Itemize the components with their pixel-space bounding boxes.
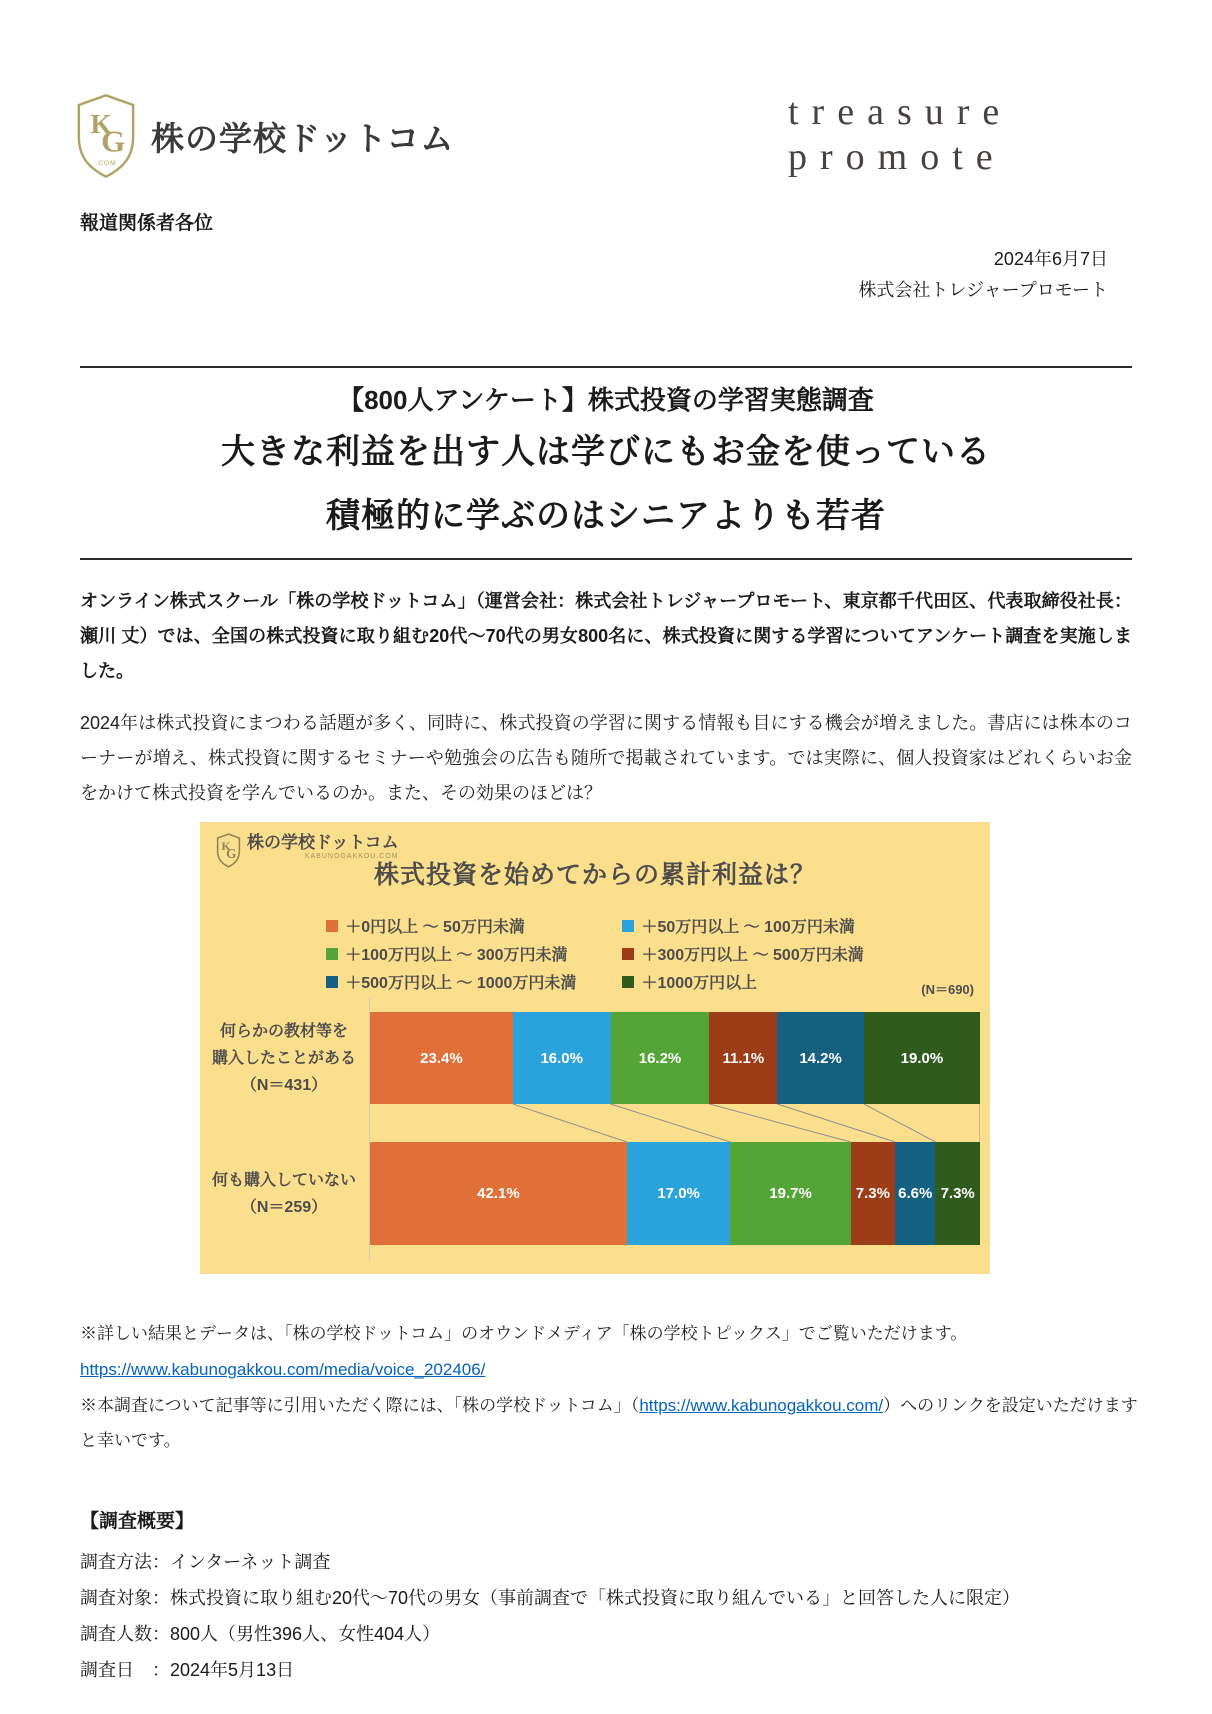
row-label-line: （N＝431）: [240, 1076, 328, 1094]
connector-line: [864, 1104, 936, 1142]
release-date: 2024年6月7日: [993, 249, 1108, 269]
bar-segment-value: 42.1%: [477, 1185, 520, 1202]
bar-segment-value: 16.0%: [540, 1049, 583, 1067]
stacked-bar-none: [370, 1142, 980, 1245]
legend-label: ＋300万円以上 ～ 500万円未満: [641, 947, 864, 964]
bar-segment: [370, 1012, 513, 1104]
bar-segment-value: 7.3%: [855, 1185, 890, 1202]
legend-item: [326, 914, 576, 937]
legend-swatch: [326, 920, 338, 932]
bar-segment: [709, 1012, 777, 1104]
press-addressee: 報道関係者各位: [80, 213, 214, 234]
row-label-line: 購入したことがある: [211, 1049, 356, 1067]
bar-segment-value: 11.1%: [722, 1049, 765, 1067]
survey-overview-list: [80, 1544, 1150, 1688]
media-voice-link[interactable]: https://www.kabunogakkou.com/media/voice_202406/: [80, 1360, 486, 1379]
bar-segment-value: 14.2%: [799, 1049, 842, 1067]
bar-segment: [611, 1012, 710, 1104]
divider-top: [80, 366, 1132, 368]
legend-item: [326, 942, 576, 965]
bar-segment: [895, 1142, 935, 1245]
legend-label: ＋0円以上 ～ 50万円未満: [345, 919, 525, 936]
legend-label: ＋1000万円以上: [641, 975, 758, 992]
bar-segment-value: 7.3%: [940, 1185, 975, 1202]
bar-segment: [730, 1142, 850, 1245]
connector-line: [611, 1104, 731, 1142]
bar-segment: [935, 1142, 980, 1245]
context-paragraph: 2024年は株式投資にまつわる話題が多く、同時に、株式投資の学習に関する情報も目にする機会が増えました。書店には株本のコーナーが増え、株式投資に関するセミナーや勉強会の広告も随所で掲載されています。では実際に、個人投資家はどれくらいお金をかけて株式投資を学んでいるのか。また、その効果のほどは？: [80, 713, 1132, 803]
cumulative-profit-chart: [200, 822, 990, 1274]
homepage-link[interactable]: https://www.kabunogakkou.com/: [639, 1396, 884, 1415]
legend-swatch: [326, 976, 338, 988]
legend-item: [622, 942, 863, 965]
survey-method: 調査方法：インターネット調査: [80, 1552, 331, 1572]
survey-target: 調査対象：株式投資に取り組む20代～70代の男女（事前調査で「株式投資に取り組んでいる」と回答した人に限定）: [80, 1588, 1021, 1608]
treasure-promote-logo: [788, 90, 1012, 180]
bar-segment-value: 19.0%: [900, 1049, 944, 1067]
bar-segment: [513, 1012, 611, 1104]
connector-line: [777, 1104, 895, 1142]
survey-overview-heading: 【調査概要】: [80, 1511, 195, 1532]
legend-item: [622, 914, 863, 937]
survey-count: 調査人数：800人（男性396人、女性404人）: [80, 1624, 441, 1644]
row-label-none: [200, 1142, 368, 1245]
headline-line-1: 大きな利益を出す人は学びにもお金を使っている: [221, 433, 991, 471]
legend-swatch: [622, 976, 634, 988]
bar-segment: [851, 1142, 896, 1245]
svg-text:K: K: [90, 109, 112, 140]
bar-segment-value: 6.6%: [898, 1185, 933, 1202]
bar-segment: [627, 1142, 731, 1245]
survey-date: 調査日 ：2024年5月13日: [80, 1660, 295, 1680]
date-block: [858, 244, 1108, 306]
detail-note: ※詳しい結果とデータは、「株の学校ドットコム」のオウンドメディア「株の学校トピックス」でご覧いただけます。: [80, 1324, 968, 1343]
chart-logo-wordmark: 株の学校ドットコム: [247, 833, 399, 852]
legend-label: ＋50万円以上 ～ 100万円未満: [641, 919, 855, 936]
kg-shield-icon: [75, 92, 137, 180]
legend-label: ＋500万円以上 ～ 1000万円未満: [345, 975, 577, 992]
brand-line-2: promote: [788, 136, 1006, 178]
media-link-line: [80, 1352, 1140, 1387]
citation-note-pre: ※本調査について記事等に引用いただく際には、「株の学校ドットコム」（: [80, 1396, 640, 1415]
survey-kicker: 【800人アンケート】株式投資の学習実態調査: [338, 385, 874, 415]
bar-segment-value: 19.7%: [769, 1185, 812, 1202]
bar-segment: [370, 1142, 627, 1245]
legend-item: [326, 970, 576, 993]
bar-segment: [864, 1012, 980, 1104]
svg-text:K: K: [221, 840, 231, 854]
legend-swatch: [326, 948, 338, 960]
segment-connector-lines: [370, 1104, 980, 1142]
svg-text:.COM: .COM: [95, 160, 117, 168]
bar-segment-value: 16.2%: [638, 1049, 682, 1067]
row-label-line: （N＝259）: [240, 1198, 328, 1216]
bar-segment-value: 17.0%: [657, 1185, 700, 1202]
legend-swatch: [622, 948, 634, 960]
bar-segment-value: 23.4%: [420, 1049, 463, 1067]
legend-item: [622, 970, 863, 993]
svg-text:G: G: [226, 845, 237, 861]
row-label-line: 何らかの教材等を: [219, 1022, 348, 1040]
chart-legend: [200, 914, 990, 993]
sample-size-note: (N＝690): [921, 982, 974, 997]
stacked-bar-purchased: [370, 1012, 980, 1104]
connector-line: [513, 1104, 627, 1142]
chart-logo-url: KABUNOGAKKOU.COM: [304, 853, 399, 860]
svg-text:G: G: [101, 123, 126, 159]
logo-wordmark: 株の学校ドットコム: [151, 119, 455, 157]
divider-bottom: [80, 558, 1132, 560]
brand-line-1: treasure: [788, 91, 1013, 133]
legend-label: ＋100万円以上 ～ 300万円未満: [345, 947, 568, 964]
citation-note: [80, 1388, 1140, 1458]
legend-swatch: [622, 920, 634, 932]
kabunogakkou-logo: [75, 92, 454, 180]
row-label-line: 何も購入していない: [211, 1171, 356, 1189]
citation-note-post: ）へのリンクを設定いただけますと幸いです。: [80, 1396, 1138, 1450]
headline-line-2: 積極的に学ぶのはシニアよりも若者: [326, 497, 886, 535]
row-label-purchased: [200, 1012, 368, 1104]
bar-segment: [777, 1012, 864, 1104]
company-name: 株式会社トレジャープロモート: [858, 280, 1108, 300]
connector-line: [710, 1104, 851, 1142]
lead-paragraph: オンライン株式スクール「株の学校ドットコム」（運営会社：株式会社トレジャープロモート、東京都千代田区、代表取締役社長：瀬川 丈）では、全国の株式投資に取り組む20代～70代の男女800名に、株式投資に関する学習についてアンケート調査を実施しました。: [80, 591, 1132, 681]
chart-title: 株式投資を始めてからの累計利益は？: [373, 861, 816, 889]
